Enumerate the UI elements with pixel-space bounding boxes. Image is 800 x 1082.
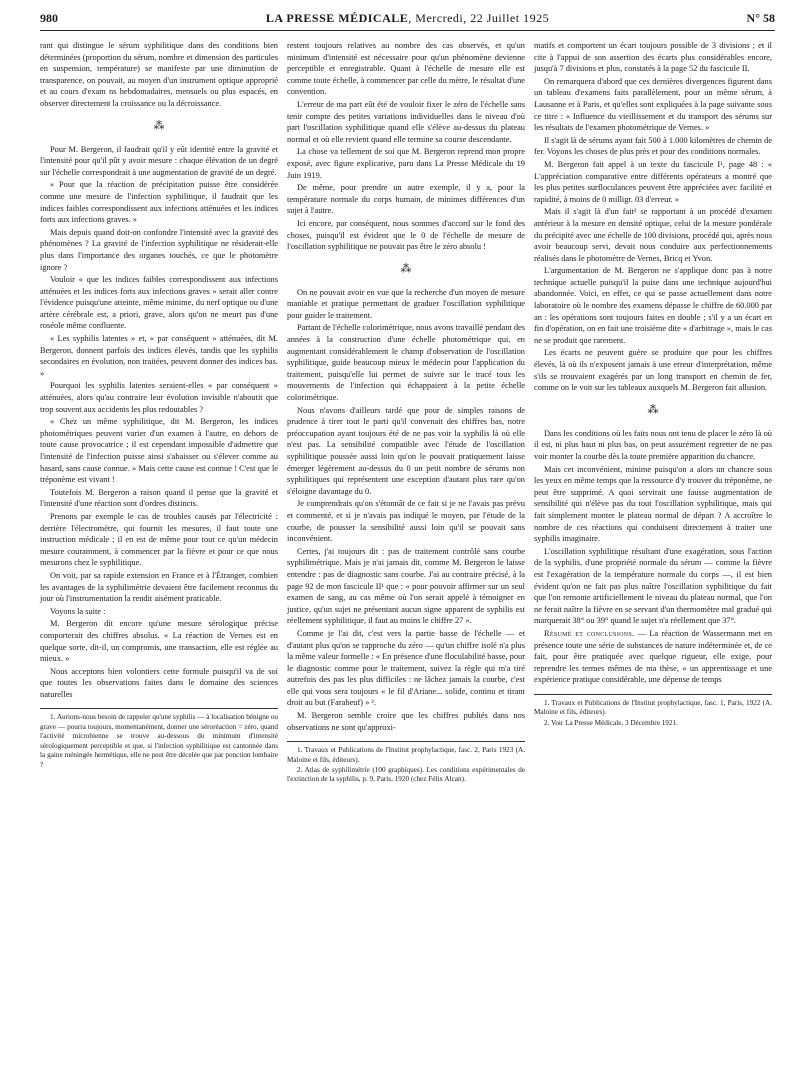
conclusion-text: — La réaction de Wassermann met en présence toute une série de substances de nature indéterminée et, de ce fait, pour être pratiquée avec quelque rigueur, elle exige, pour reprendre les termes mêmes de ma thèse, « un apprentissage et une expérience pratique considérable, une dépense de temps <box>534 628 773 685</box>
paragraph: M. Bergeron semble croire que les chiffres publiés dans nos observations ne sont qu'approxi- <box>287 711 525 732</box>
section-separator: ⁂ <box>647 403 659 416</box>
paragraph: Il s'agit là de sérums ayant fait 500 à 1.000 kilomètres de chemin de fer. Voyons les choses de plus près et pour des conditions normales. <box>534 135 772 157</box>
paragraph: L'argumentation de M. Bergeron ne s'applique donc pas à notre technique actuelle puisqu'il la puise dans une technique aujourd'hui abandonnée. Voici, en effet, ce qui se passe actuellement dans notre laboratoire où le nombre des examens dépasse le chiffre de 60.000 par an : les opérations sont toujours faites en double ; s'il y a un écart en fin d'opération, on en fait une troisième dite « d'arbitrage », mais le cas ne se produit que rarement. <box>534 266 772 345</box>
paragraph: Mais cet inconvénient, minime puisqu'on a alors un chancre sous les yeux en même temps que la ressource d'y trouver du tréponème, ne peut être supprimé. A quoi servirait une fausse augmentation de sensibilité qui n'élève pas du tout l'oscillation syphilitique, mais qui fait simplement monter le plateau normal de départ ? A accroître le nombre de ces réactions qui conduisent directement à traiter une syphilis imaginaire. <box>534 464 772 544</box>
paragraph: Dans les conditions où les faits nous ont tenu de placer le zéro là où il est, ni plus haut ni plus bas, on peut assurément regretter de ne pas voir monter la courbe dès la toute première apparition du chancre. <box>534 428 772 461</box>
paragraph: Pour M. Bergeron, il faudrait qu'il y eût identité entre la gravité et l'intensité pour qu'il pût y avoir mesure : chaque élévation de un degré sur l'échelle correspondrait à une augmentation de gravité de un degré. <box>40 144 278 177</box>
paragraph: « Pour que la réaction de précipitation puisse être considérée comme une mesure de l'infection syphilitique, il faudrait que les indices faibles correspondissent aux infections atténuées et les indices forts aux infections graves. » <box>40 180 278 225</box>
page-number: 980 <box>40 11 58 25</box>
paragraph: L'oscillation syphilitique résultant d'une exagération, sous l'action de la syphilis, d'une propriété normale du sérum — comme la fièvre est l'exagération de la température normale du corps —, il est bien évident qu'on ne fait pas plus naître l'oscillation syphilitique du fait que l'on remonte artificiellement le niveau du plateau normal, que l'on ne ferait naître la fièvre en se servant d'un thermomètre mal gradué qui marquerait 38° ou 39° quand le sujet n'a réellement que 37°. <box>534 546 772 626</box>
paragraph: On ne pouvait avoir en vue que la recherche d'un moyen de mesure maniable et pratique permettant de graduer l'oscillation syphilitique pour guider le traitement. <box>287 287 525 320</box>
journal-title <box>40 11 775 26</box>
paragraph: Je comprendrais qu'on s'étonnât de ce fait si je ne l'avais pas prévu et commenté, et si je n'avais pas indiqué le moyen, par l'étude de la courbe, de pousser la sensibilité aussi loin qu'il se pouvait sans inconvénient. <box>287 499 525 544</box>
footnote: 1. Travaux et Publications de l'Institut prophylactique, fasc. 1, Paris, 1922 (A. Maloine et fils, éditeurs). <box>534 698 772 717</box>
issue-number: N° 58 <box>746 11 775 25</box>
conclusion-label: Résumé et conclusions. <box>544 628 635 638</box>
footnote-rule <box>287 741 525 742</box>
paragraph: L'erreur de ma part eût été de vouloir fixer le zéro de l'échelle sans tenir compte des petites variations individuelles dans le niveau d'où part l'oscillation syphilitique quand elle s'élève au-dessus du plateau normal et où elle revient quand elle termine sa course descendante. <box>287 99 525 144</box>
paragraph: Mais il s'agit là d'un fait² se rapportant à un procédé d'examen antérieur à la mesure en densité optique, celui de la mesure pondérale du précipité avec une échelle de 100 divisions, procédé qui, après nous avoir beaucoup servi, devait nous conduire aux perfectionnements réalisés dans le photomètre de Vernes, Bricq et Yvon. <box>534 207 772 263</box>
footnote: 1. Travaux et Publications de l'Institut prophylactique, fasc. 2, Paris 1923 (A. Maloine et fils, éditeurs). <box>287 746 525 764</box>
paragraph: De même, pour prendre un autre exemple, il y a, pour la température normale du corps humain, de minimes différences d'un sujet à l'autre. <box>287 183 525 216</box>
paragraph: Nous n'avons d'ailleurs tardé que pour de simples raisons de prudence à tirer tout le parti qu'il convenait des chiffres bas, notre préoccupation ayant toujours été de ne pas voir la syphilis là où elle n'est pas. La sensibilité compatible avec l'étude de l'oscillation syphilitique poussée aussi loin qu'on le pouvait pratiquement laisse émerger légèrement au-dessus du 0 un petit nombre de sérums non syphilitiques qui représentent une exception d'autant plus rare qu'on s'éloigne davantage du 0. <box>287 405 525 496</box>
paragraph: On voit, par sa rapide extension en France et à l'Étranger, combien les avantages de la syphilimétrie devaient être facilement reconnus du jour où l'instrumentation la rendit aisément praticable. <box>40 570 278 604</box>
running-header <box>40 8 775 31</box>
paragraph: Vouloir « que les indices faibles correspondissent aux infections atténuées et les indices forts aux infections graves » serait aller contre l'évidence puisqu'une atteinte, même minime, du nerf optique ou d'une artère cérébrale est, a priori, grave, alors qu'on ne meurt pas d'une roséole même confluente. <box>40 275 278 331</box>
paragraph: Voyons la suite : <box>50 606 106 616</box>
column-2 <box>287 40 525 786</box>
paragraph: Toutefois M. Bergeron a raison quand il pense que la gravité et l'intensité d'une réaction sont d'ordres distincts. <box>40 487 278 509</box>
paragraph: Prenons par exemple le cas de troubles causés par l'électricité : derrière l'électromètre, qui fournit les mesures, il faut toute une instruction médicale ; il en est de même pour tout ce qu'un médecin mesure couramment, à commencer par la fièvre et pour ce que nous mesurons chez le syphilitique. <box>40 511 278 568</box>
column-1 <box>40 40 278 771</box>
issue-date: , Mercredi, 22 Juillet 1925 <box>408 11 550 25</box>
paragraph: M. Bergeron fait appel à un texte du fascicule I¹, page 48 : « L'appréciation comparative entre différents opérateurs a montré que les plus petites surfloculances peuvent être appréciées avec facilité et rapidité, à moins de 0 milligr. 03 d'erreur. » <box>534 159 772 204</box>
paragraph: M. Bergeron dit encore qu'une mesure sérologique précise comporterait des chiffres absolus. « La réaction de Vernes est en quelque sorte, dit-il, un compromis, une transaction, elle est réglée au mieux. » <box>40 619 278 664</box>
conclusion-paragraph <box>534 628 772 686</box>
paragraph: Nous acceptons bien volontiers cette formule puisqu'il va de soi que toutes les observations faites dans le domaine des sciences naturelles <box>40 666 278 699</box>
paragraph: La chose va tellement de soi que M. Bergeron reprend mon propre exposé, avec figure explicative, paru dans La Presse Médicale du 19 Juin 1919. <box>287 147 525 180</box>
paragraph: Mais depuis quand doit-on confondre l'intensité avec la gravité des phénomènes ? La gravité de l'infection syphilitique ne résiderait-elle plus dans l'importance des organes touchés, ce que le photomètre ignore ? <box>40 227 278 272</box>
section-separator: ⁂ <box>153 119 165 132</box>
paragraph: « Chez un même syphilitique, dit M. Bergeron, les indices photométriques peuvent varier d'un examen à l'autre, en dehors de toute cause provocatrice ; il est cependant impossible d'admettre que l'intensité de l'infection puisse ainsi s'abaisser ou s'élever comme au hasard, sans cause connue. » Mais cette cause est connue ! C'est que le tréponème est vivant ! <box>40 417 278 485</box>
paragraph: « Les syphilis latentes » et, « par conséquent » atténuées, dit M. Bergeron, donnent parfois des indices élevés, tandis que les syphilis secondaires en évolution, non traitées, peuvent donner des indices bas. » <box>40 334 278 378</box>
paragraph: Comme je l'ai dit, c'est vers la partie basse de l'échelle — et d'autant plus qu'on se rapproche du zéro — qu'un chiffre isolé n'a plus la même valeur formelle : « En présence d'une floculabilité basse, pour le diagnostic comme pour le traitement, suivez la règle qui m'a tiré autrefois des pas les plus difficiles : ne lâchez jamais la courbe, c'est elle qui vous sera toujours « le fil d'Ariane... solide, continu et tirant droit au but (Farabeuf) » ². <box>287 628 525 708</box>
footnote: 2. Voir La Presse Médicale, 3 Décembre 1921. <box>544 718 678 727</box>
journal-name: LA PRESSE MÉDICALE <box>265 11 409 25</box>
paragraph: rant qui distingue le sérum syphilitique dans des conditions bien déterminées (proportion du sérum, nombre et dimension des particules en suspension, température) se manifeste par une diminution de transparence, on pouvait, au moyen d'un instrument optique approprié et au cours d'exam ns hebdomadaires, mensuels ou plus espacés, en observer directement la croissance ou la décroissance. <box>40 41 278 108</box>
footnote: 2. Atlas de syphilimétrie (100 graphiques). Les conditions expérimentales de l'extinction de la syphilis, p. 9, Paris, 1920 (chez Félix Alcan). <box>287 766 525 784</box>
paragraph: matifs et comportent un écart toujours possible de 3 divisions ; et il cite à l'appui de son assertion des écarts plus considérables encore, jusqu'à 7 divisions et plus, constatés à la page 52 du fascicule II. <box>534 41 772 74</box>
section-separator: ⁂ <box>400 262 412 275</box>
column-3 <box>534 40 772 729</box>
footnote-rule <box>534 694 772 695</box>
paragraph: On remarquera d'abord que ces dernières divergences figurent dans un tableau d'examens faits parallèlement, pour un même sérum, à Lausanne et à Paris, et qu'elles sont expliquées à la page suivante sous ce titre : « Influence du vieillissement et du transport des sérums sur les résultats de l'examen photométrique de Vernes. » <box>534 76 772 133</box>
paragraph: Les écarts ne peuvent guère se produire que pour les chiffres élevés, là où ils n'exposent jamais à une erreur d'interprétation, même s'ils se trouvaient exagérés par un long transport en chemin de fer, comme on le voit sur les tableaux auxquels M. Bergeron fait allusion. <box>534 348 772 393</box>
footnote-rule <box>40 708 278 709</box>
paragraph: Certes, j'ai toujours dit : pas de traitement contrôlé sans courbe syphilimétrique. Mais je n'ai jamais dit, comme M. Bergeron le laisse entendre : pas de diagnostic sans courbe. J'ai au contraire précisé, à la page 92 de mon fascicule II¹ que : « pour pouvoir affirmer sur un seul examen de sang, au cas même où l'on serait appelé à témoigner en justice, qu'un sujet ne présentant aucun signe apparent de syphilis est réellement syphilitique, il faut au moins le chiffre 27 ». <box>287 546 525 626</box>
footnote: 1. Aurions-nous besoin de rappeler qu'une syphilis — à localisation bénigne ou grave — pourra toujours, momentanément, donner une séroréaction = zéro, quand l'activité microbienne se trouve au-dessous du minimum d'intensité sérologiquement perceptible et que, si l'infection syphilitique est cantonnée dans la gaine méningée hermétique, elle ne peut être décelée que par ponction lombaire ? <box>40 713 278 769</box>
paragraph: restent toujours relatives au nombre des cas observés, et qu'un minimum d'intensité est nécessaire pour qu'un phénomène devienne perceptible et enregistrable. Quant à l'échelle de mesure elle est comme toute échelle, à commencer par celle du mètre, le résultat d'une convention. <box>287 41 525 97</box>
paragraph: Ici encore, par conséquent, nous sommes d'accord sur le fond des choses, puisqu'il est évident que le 0 de l'échelle de mesure de l'oscillation syphilitique ne pouvait pas être le zéro absolu ! <box>287 218 525 252</box>
paragraph: Partant de l'échelle colorimétrique, nous avons travaillé pendant des années à la construction d'une échelle photométrique qui, en augmentant considérablement le champ d'observation de l'oscillation syphilitique, guide beaucoup mieux le médecin pour l'application du traitement, puisqu'elle lui permet de suivre sur le tracé tous les mouvements de l'infection qui échappaient à la petite échelle colorimétrique. <box>287 323 525 403</box>
paragraph: Pourquoi les syphilis latentes seraient-elles « par conséquent » atténuées, alors qu'au contraire leur évolution invisible n'aboutit que trop souvent aux accidents les plus redoutables ? <box>40 381 278 414</box>
